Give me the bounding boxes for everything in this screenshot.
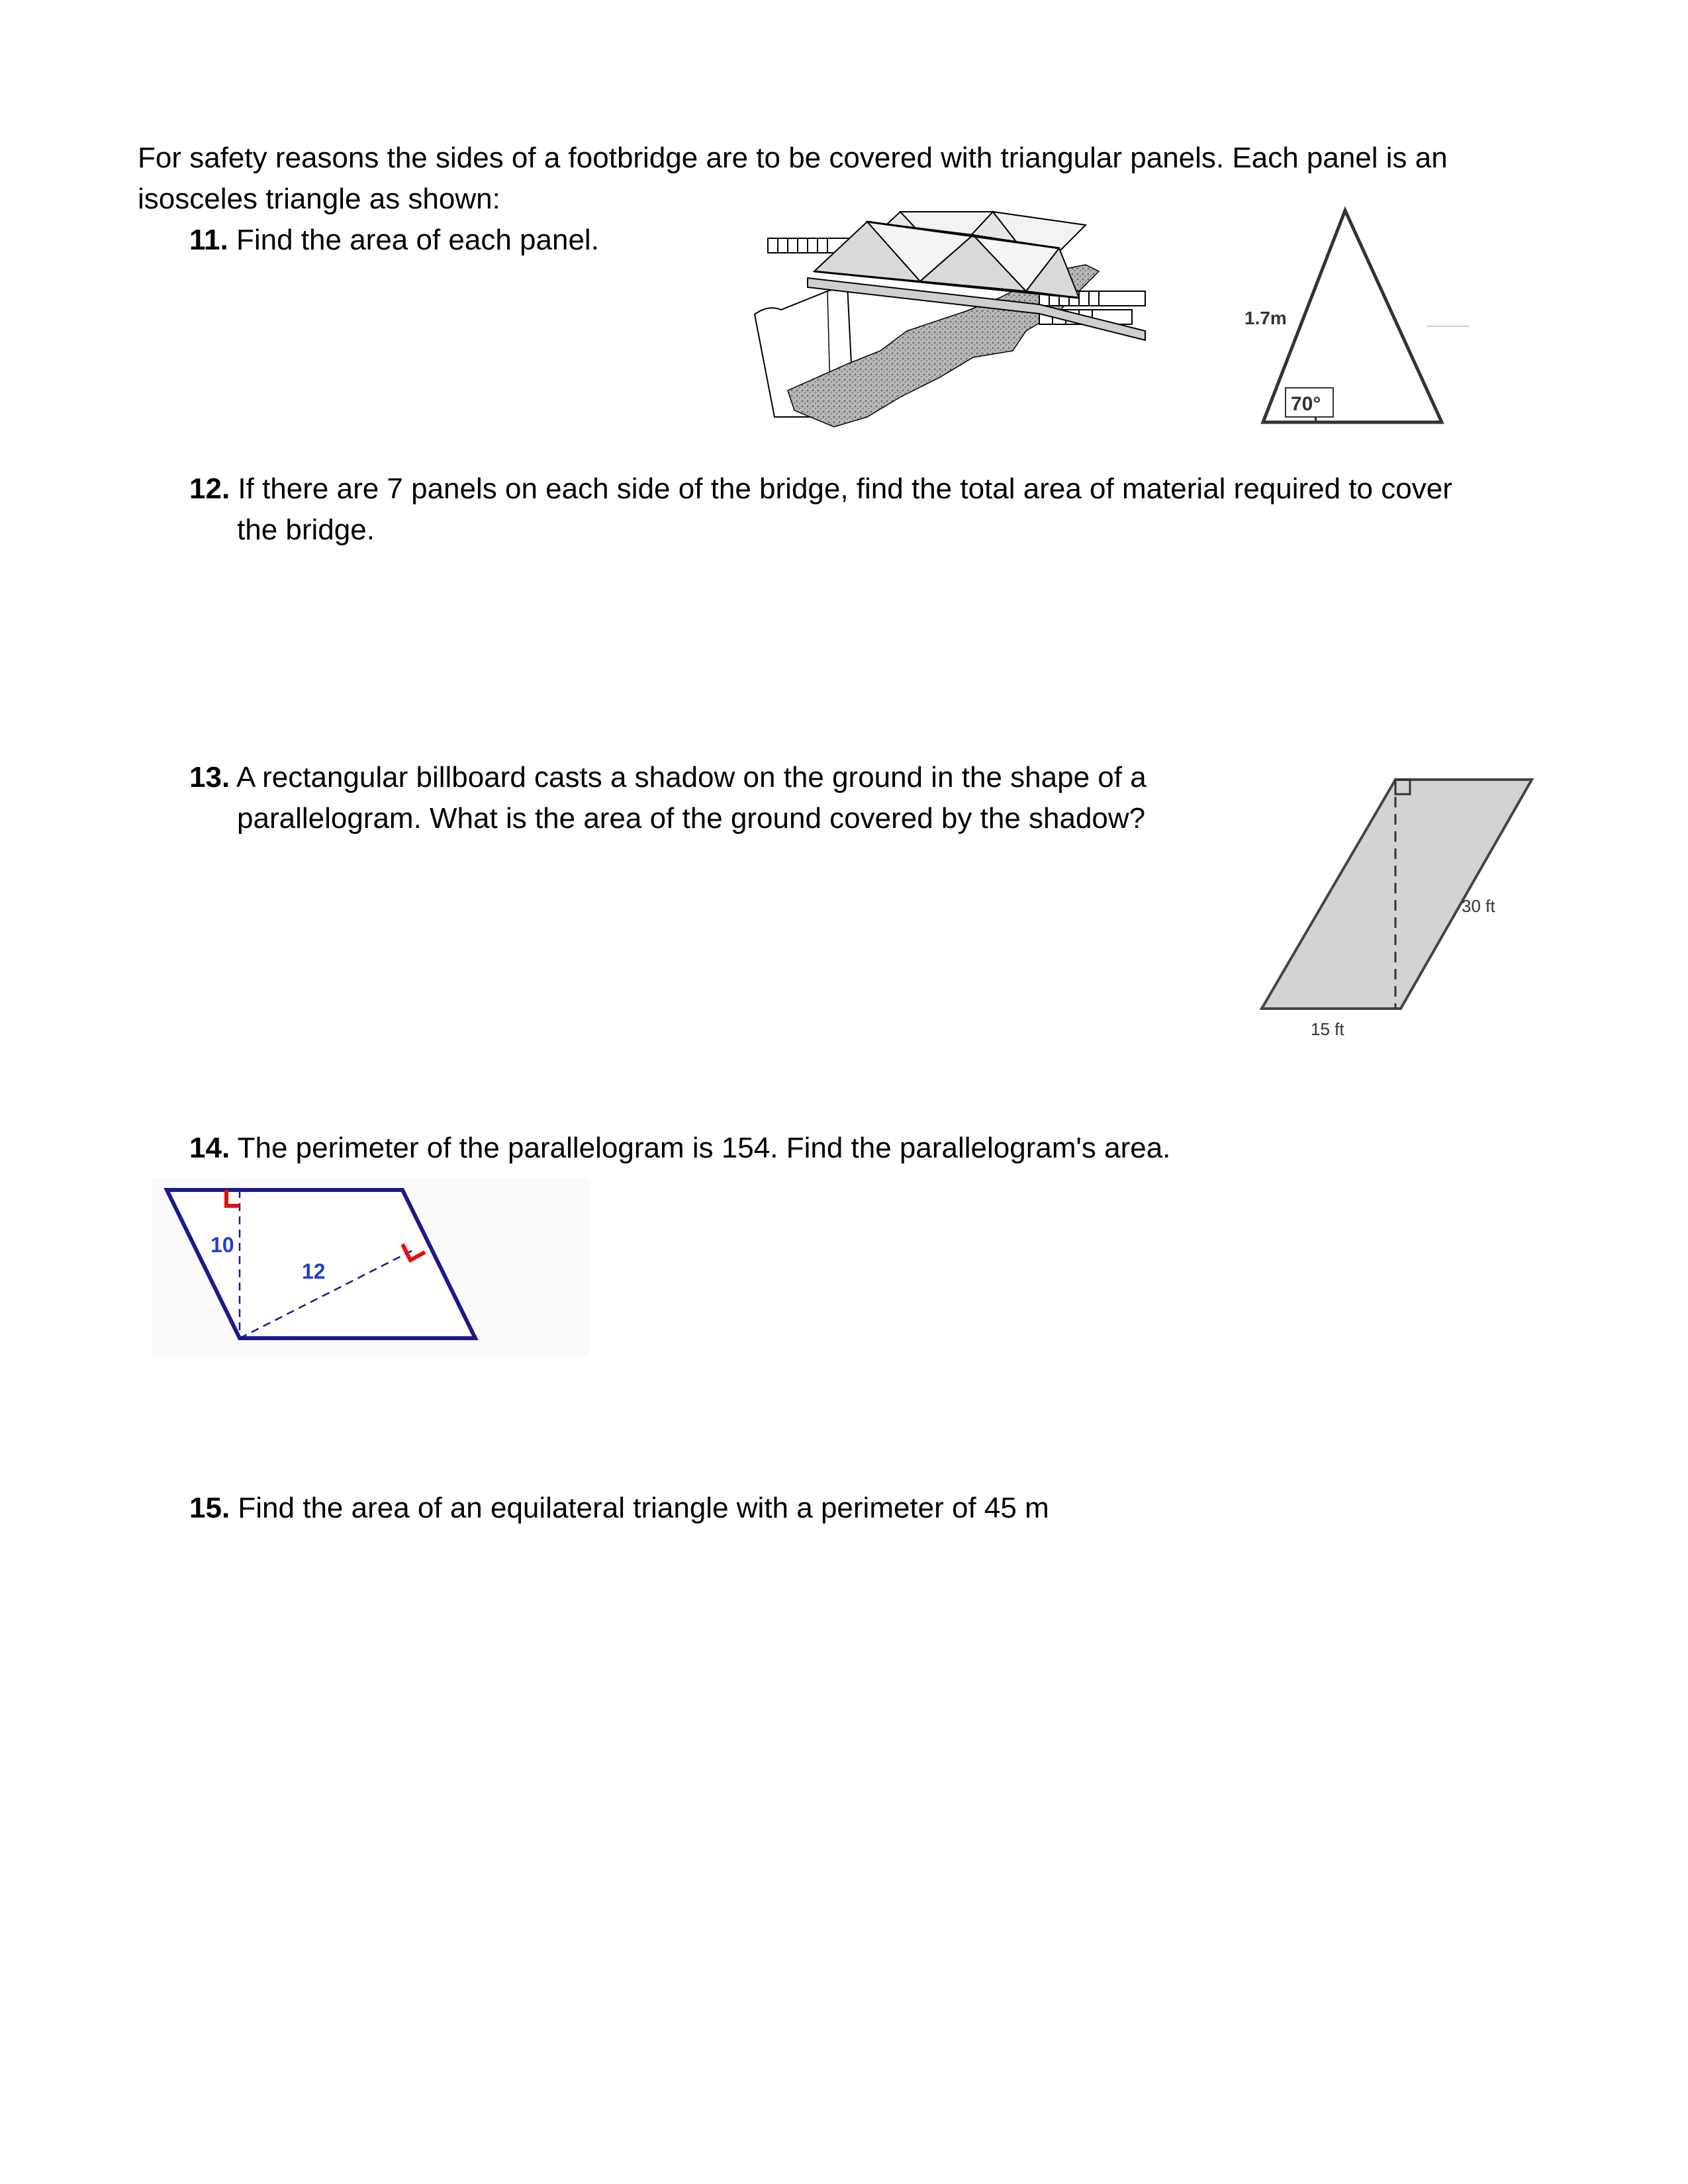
question-12: [189, 469, 1452, 510]
question-text: Find the area of each panel.: [236, 224, 599, 256]
question-12-continued: the bridge.: [237, 514, 375, 546]
question-number: 15.: [189, 1492, 230, 1524]
question-text: Find the area of an equilateral triangle with a perimeter of 45 m: [238, 1492, 1049, 1524]
question-14: [189, 1128, 1170, 1169]
isosceles-triangle-figure: [1231, 199, 1483, 437]
intro-line-2: isosceles triangle as shown:: [138, 183, 500, 215]
base-angle-label: 70°: [1291, 393, 1321, 415]
question-15: [189, 1488, 1049, 1529]
shadow-parallelogram-figure: [1244, 768, 1536, 1046]
question-11: [189, 220, 599, 261]
question-number: 12.: [189, 473, 230, 505]
question-13: [189, 757, 1147, 798]
question-text: The perimeter of the parallelogram is 154. Find the parallelogram's area.: [237, 1132, 1171, 1164]
question-number: 13.: [189, 761, 230, 794]
side-length-label: 30 ft: [1462, 896, 1495, 916]
height-label: 10: [211, 1233, 234, 1257]
side-length-label: 1.7m: [1244, 308, 1287, 328]
question-text: A rectangular billboard casts a shadow on the ground in the shape of a: [236, 761, 1147, 794]
question-number: 11.: [189, 224, 228, 256]
intro-line-1: For safety reasons the sides of a footbridge are to be covered with triangular panels. Each panel is an: [138, 142, 1448, 174]
question-text: If there are 7 panels on each side of the bridge, find the total area of material required to cover: [238, 473, 1452, 505]
question-number: 14.: [189, 1132, 230, 1164]
parallelogram-figure: [152, 1178, 589, 1357]
footbridge-illustration: [748, 199, 1158, 437]
question-13-continued: parallelogram. What is the area of the ground covered by the shadow?: [237, 802, 1146, 835]
altitude-label: 12: [302, 1259, 326, 1283]
base-length-label: 15 ft: [1311, 1019, 1344, 1039]
